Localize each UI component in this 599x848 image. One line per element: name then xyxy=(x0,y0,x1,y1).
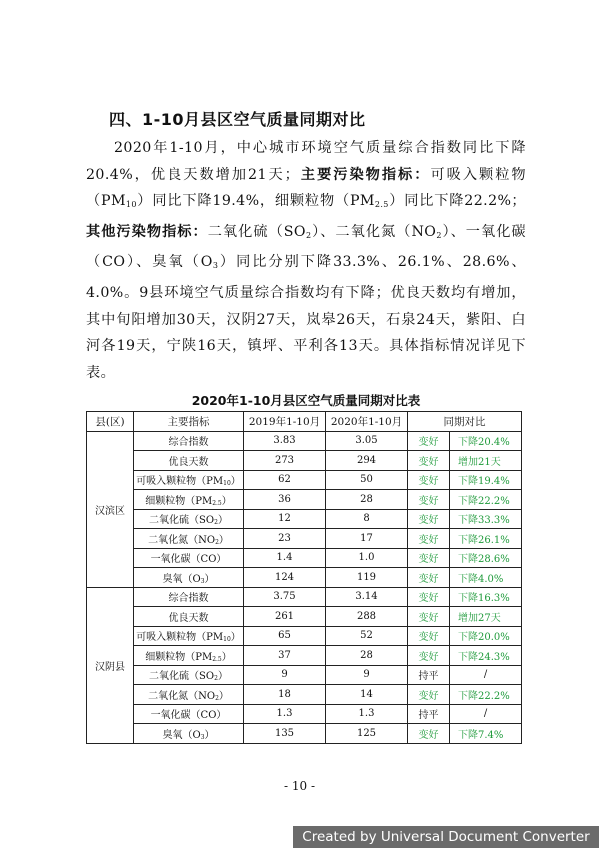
indicator-paren: ） xyxy=(221,495,232,507)
value-2020-cell: 17 xyxy=(326,529,408,549)
change-cell: 增加27天 xyxy=(450,607,522,627)
indicator-cell xyxy=(134,470,244,490)
indicator-name: 臭氧（O xyxy=(162,573,201,585)
indicator-subscript: 3 xyxy=(200,733,205,741)
value-2019-cell: 36 xyxy=(244,490,326,510)
indicator-name: 二氧化硫（SO xyxy=(149,515,215,527)
header-comparison: 同期对比 xyxy=(408,412,522,432)
value-2019-cell: 3.75 xyxy=(244,587,326,607)
value-2020-cell: 52 xyxy=(326,626,408,646)
indicator-cell xyxy=(134,451,244,471)
indicator-cell xyxy=(134,587,244,607)
value-2020-cell: 50 xyxy=(326,470,408,490)
table-row xyxy=(87,470,522,490)
indicator-name: 细颗粒物（PM xyxy=(145,651,213,663)
change-cell: / xyxy=(450,704,522,724)
indicator-cell xyxy=(134,568,244,588)
indicator-subscript: 10 xyxy=(223,636,231,644)
trend-cell: 变好 xyxy=(408,529,450,549)
indicator-cell xyxy=(134,490,244,510)
indicator-paren: ） xyxy=(230,476,241,488)
indicator-name: 可吸入颗粒物（PM xyxy=(136,476,224,488)
county-cell: 汉阴县 xyxy=(87,587,134,743)
header-county: 县(区) xyxy=(87,412,134,432)
change-cell: 下降22.2% xyxy=(450,490,522,510)
indicator-name: 综合指数 xyxy=(168,593,209,605)
value-2019-cell: 62 xyxy=(244,470,326,490)
value-2019-cell: 1.4 xyxy=(244,548,326,568)
indicator-cell xyxy=(134,607,244,627)
summary-sentence: ）同比下降19.4%，细颗粒物（PM xyxy=(136,193,375,210)
header-2020: 2020年1-10月 xyxy=(326,412,408,432)
table-row xyxy=(87,724,522,744)
table-row xyxy=(87,646,522,666)
value-2020-cell: 294 xyxy=(326,451,408,471)
indicator-name: 臭氧（O xyxy=(162,729,201,741)
change-cell: 下降24.3% xyxy=(450,646,522,666)
change-cell: 下降28.6% xyxy=(450,548,522,568)
indicator-name: 可吸入颗粒物（PM xyxy=(136,632,224,644)
indicator-paren: ） xyxy=(217,515,228,527)
summary-paragraph xyxy=(86,135,526,386)
trend-cell: 变好 xyxy=(408,724,450,744)
air-quality-table xyxy=(86,411,522,744)
indicator-paren: ） xyxy=(218,534,229,546)
change-cell: 下降33.3% xyxy=(450,509,522,529)
table-row xyxy=(87,665,522,685)
table-row xyxy=(87,431,522,451)
trend-cell: 变好 xyxy=(408,646,450,666)
value-2020-cell: 1.0 xyxy=(326,548,408,568)
subscript: 2 xyxy=(436,230,442,240)
summary-sentence: 二氧化硫（SO xyxy=(207,223,306,240)
indicator-name: 二氧化氮（NO xyxy=(148,690,216,702)
indicator-name: 一氧化碳（CO） xyxy=(150,710,227,722)
value-2019-cell: 3.83 xyxy=(244,431,326,451)
trend-cell: 变好 xyxy=(408,626,450,646)
indicator-cell xyxy=(134,431,244,451)
indicator-cell xyxy=(134,704,244,724)
value-2020-cell: 28 xyxy=(326,490,408,510)
summary-sentence: 2020年1-10月，中心城市环境空气质量综合指数同比下降20.4%，优良天数增加21天； xyxy=(86,140,526,183)
table-row xyxy=(87,451,522,471)
indicator-paren: ） xyxy=(218,690,229,702)
indicator-name: 二氧化氮（NO xyxy=(148,534,216,546)
indicator-name: 优良天数 xyxy=(168,456,209,468)
value-2019-cell: 37 xyxy=(244,646,326,666)
indicator-cell xyxy=(134,724,244,744)
trend-cell: 变好 xyxy=(408,685,450,705)
value-2020-cell: 3.14 xyxy=(326,587,408,607)
indicator-subscript: 10 xyxy=(223,480,231,488)
header-indicator: 主要指标 xyxy=(134,412,244,432)
table-row xyxy=(87,626,522,646)
table-row xyxy=(87,568,522,588)
table-row xyxy=(87,509,522,529)
county-cell: 汉滨区 xyxy=(87,431,134,587)
trend-cell: 变好 xyxy=(408,568,450,588)
table-row xyxy=(87,704,522,724)
value-2020-cell: 288 xyxy=(326,607,408,627)
indicator-name: 细颗粒物（PM xyxy=(145,495,213,507)
subscript: 3 xyxy=(212,261,219,271)
change-cell: 下降20.0% xyxy=(450,626,522,646)
value-2020-cell: 1.3 xyxy=(326,704,408,724)
indicator-subscript: 2 xyxy=(214,675,218,683)
change-cell: 下降19.4% xyxy=(450,470,522,490)
table-title: 2020年1-10月县区空气质量同期对比表 xyxy=(191,393,421,408)
table-row xyxy=(87,685,522,705)
change-cell: 下降4.0% xyxy=(450,568,522,588)
summary-sentence: ）同比下降22.2%； xyxy=(388,193,526,210)
subscript: 2.5 xyxy=(374,200,389,210)
table-row xyxy=(87,529,522,549)
value-2020-cell: 119 xyxy=(326,568,408,588)
trend-cell: 持平 xyxy=(408,704,450,724)
change-cell: 下降7.4% xyxy=(450,724,522,744)
indicator-paren: ） xyxy=(217,671,228,683)
indicator-name: 二氧化硫（SO xyxy=(149,671,215,683)
value-2020-cell: 14 xyxy=(326,685,408,705)
indicator-subscript: 2 xyxy=(215,538,219,546)
trend-cell: 变好 xyxy=(408,509,450,529)
table-row xyxy=(87,548,522,568)
trend-cell: 变好 xyxy=(408,451,450,471)
value-2019-cell: 18 xyxy=(244,685,326,705)
indicator-paren: ） xyxy=(221,651,232,663)
trend-cell: 变好 xyxy=(408,587,450,607)
indicator-subscript: 2.5 xyxy=(212,655,222,663)
change-cell: 下降16.3% xyxy=(450,587,522,607)
value-2020-cell: 28 xyxy=(326,646,408,666)
indicator-cell xyxy=(134,626,244,646)
change-cell: 下降22.2% xyxy=(450,685,522,705)
indicator-cell xyxy=(134,665,244,685)
trend-cell: 持平 xyxy=(408,665,450,685)
indicator-name: 一氧化碳（CO） xyxy=(150,554,227,566)
value-2019-cell: 135 xyxy=(244,724,326,744)
change-cell: 增加21天 xyxy=(450,451,522,471)
page-number: - 10 - xyxy=(283,779,315,793)
trend-cell: 变好 xyxy=(408,490,450,510)
watermark-banner: Created by Universal Document Converter xyxy=(293,826,599,848)
summary-sentence: ）、二氧化氮（NO xyxy=(311,223,437,240)
indicator-paren: ） xyxy=(204,729,215,741)
indicator-paren: ） xyxy=(204,573,215,585)
value-2019-cell: 65 xyxy=(244,626,326,646)
indicator-subscript: 3 xyxy=(200,577,205,585)
trend-cell: 变好 xyxy=(408,431,450,451)
header-2019: 2019年1-10月 xyxy=(244,412,326,432)
section-heading: 四、1-10月县区空气质量同期对比 xyxy=(109,110,366,129)
indicator-name: 综合指数 xyxy=(168,437,209,449)
other-pollutants-label: 其他污染物指标： xyxy=(86,223,208,240)
value-2019-cell: 23 xyxy=(244,529,326,549)
trend-cell: 变好 xyxy=(408,470,450,490)
value-2020-cell: 8 xyxy=(326,509,408,529)
value-2019-cell: 1.3 xyxy=(244,704,326,724)
main-pollutants-label: 主要污染物指标： xyxy=(299,166,431,183)
value-2019-cell: 124 xyxy=(244,568,326,588)
table-row xyxy=(87,490,522,510)
indicator-name: 优良天数 xyxy=(168,612,209,624)
indicator-cell xyxy=(134,548,244,568)
table-header-row xyxy=(87,412,522,432)
table-row xyxy=(87,587,522,607)
value-2020-cell: 125 xyxy=(326,724,408,744)
table-body xyxy=(87,431,522,743)
indicator-subscript: 2 xyxy=(214,519,218,527)
indicator-subscript: 2 xyxy=(215,694,219,702)
trend-cell: 变好 xyxy=(408,607,450,627)
value-2019-cell: 9 xyxy=(244,665,326,685)
indicator-subscript: 2.5 xyxy=(212,499,222,507)
subscript: 10 xyxy=(125,200,137,210)
value-2020-cell: 9 xyxy=(326,665,408,685)
table-row xyxy=(87,607,522,627)
change-cell: / xyxy=(450,665,522,685)
subscript: 2 xyxy=(305,230,312,240)
indicator-paren: ） xyxy=(230,632,241,644)
value-2019-cell: 273 xyxy=(244,451,326,471)
value-2019-cell: 261 xyxy=(244,607,326,627)
change-cell: 下降26.1% xyxy=(450,529,522,549)
summary-sentence: 可吸入颗粒物（PM xyxy=(86,166,526,210)
trend-cell: 变好 xyxy=(408,548,450,568)
indicator-cell xyxy=(134,685,244,705)
indicator-cell xyxy=(134,509,244,529)
value-2020-cell: 3.05 xyxy=(326,431,408,451)
change-cell: 下降20.4% xyxy=(450,431,522,451)
summary-sentence: ）、一氧化碳（CO）、臭氧（O xyxy=(86,223,527,271)
indicator-cell xyxy=(134,529,244,549)
indicator-cell xyxy=(134,646,244,666)
value-2019-cell: 12 xyxy=(244,509,326,529)
summary-sentence: ）同比分别下降33.3%、26.1%、28.6%、4.0%。9县环境空气质量综合指数均有下降；优良天数均有增加，其中旬阳增加30天，汉阴27天，岚皋26天，石泉24天，紫阳、白河各19天，宁陕16天，镇坪、平利各13天。具体指标情况详见下表。 xyxy=(86,254,526,381)
